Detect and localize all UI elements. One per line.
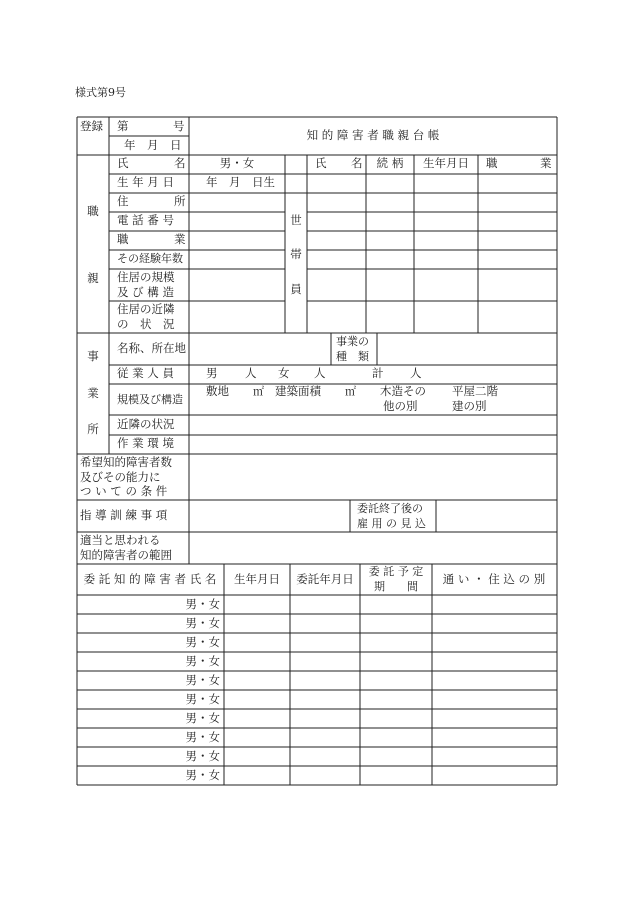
business-environment-label: 作 業 環 境 <box>117 436 174 450</box>
employer-name-label-first: 氏 <box>117 156 129 170</box>
registration-number-label-last: 号 <box>173 119 185 133</box>
household-char-2: 帯 <box>290 247 302 261</box>
entrusted-row-gender: 男・女 <box>185 730 220 744</box>
employer-dob-label: 生 年 月 日 <box>117 175 174 189</box>
business-employees-label: 従 業 人 員 <box>117 366 174 380</box>
employer-address-label-last: 所 <box>174 194 186 208</box>
entrusted-row-gender: 男・女 <box>185 616 220 630</box>
employer-phone-label: 電 話 番 号 <box>117 213 174 227</box>
employer-occupation-label-first: 職 <box>117 232 129 246</box>
employees-male-unit: 人 <box>245 366 257 380</box>
entrusted-header-dob: 生年月日 <box>234 572 280 586</box>
business-neighborhood-label: 近隣の状況 <box>117 417 175 431</box>
household-header-name-first: 氏 <box>315 156 327 170</box>
employees-total-unit: 人 <box>410 366 422 380</box>
business-name-address-label: 名称、所在地 <box>117 341 186 355</box>
employer-neighborhood-label-2: の 状 況 <box>117 317 175 331</box>
guidance-label: 指 導 訓 練 事 項 <box>80 508 168 522</box>
employer-gender: 男・女 <box>219 156 255 170</box>
employer-section-char-1: 職 <box>87 204 99 218</box>
employer-experience-label: その経験年数 <box>117 252 183 265</box>
conditions-label-2: 及びその能力に <box>80 470 161 484</box>
employer-section-char-2: 親 <box>87 271 99 285</box>
employer-housing-label-1: 住居の規模 <box>117 270 175 284</box>
business-type-label-2: 種 類 <box>336 350 369 363</box>
household-char-3: 員 <box>290 282 302 296</box>
bungalow-label-1: 平屋二階 <box>452 384 498 398</box>
household-header-occupation-last: 業 <box>540 156 552 170</box>
conditions-label-3: つ い て の 条 件 <box>80 484 168 498</box>
entrusted-header-date: 委託年月日 <box>296 572 354 586</box>
suitable-label-1: 適当と思われる <box>80 533 161 547</box>
registration-number-label-first: 第 <box>117 119 129 133</box>
entrusted-header-name: 委 託 知 的 障 害 者 氏 名 <box>83 572 217 586</box>
employer-occupation-label-last: 業 <box>174 232 186 246</box>
registration-label: 登録 <box>80 119 103 133</box>
wooden-label-1: 木造その <box>380 384 426 398</box>
entrusted-header-commute: 通 い ・ 住 込 の 別 <box>442 572 546 586</box>
wooden-label-2: 他の別 <box>383 399 418 413</box>
employer-name-label-last: 名 <box>174 156 186 170</box>
entrusted-row-gender: 男・女 <box>185 635 220 649</box>
employees-female-label: 女 <box>278 366 290 380</box>
entrusted-row-gender: 男・女 <box>185 692 220 706</box>
employer-housing-label-2: 及 び 構 造 <box>117 285 174 299</box>
entrusted-row-gender: 男・女 <box>185 749 220 763</box>
registration-date-label: 年 月 日 <box>124 138 182 152</box>
floor-area-unit: ㎡ <box>345 385 356 398</box>
business-section-char-1: 事 <box>87 349 99 363</box>
entrusted-row-gender: 男・女 <box>185 597 220 611</box>
employer-neighborhood-label-1: 住居の近隣 <box>117 302 175 316</box>
site-unit: ㎡ <box>253 385 264 398</box>
conditions-label-1: 希望知的障害者数 <box>80 455 172 469</box>
entrusted-row-gender: 男・女 <box>185 711 220 725</box>
household-char-1: 世 <box>290 213 302 227</box>
entrusted-row-gender: 男・女 <box>185 654 220 668</box>
employees-female-unit: 人 <box>314 366 326 380</box>
post-employment-label-1: 委託終了後の <box>357 502 423 515</box>
bungalow-label-2: 建の別 <box>452 399 487 413</box>
employees-total-label: 計 <box>372 366 384 380</box>
entrusted-row-gender: 男・女 <box>185 768 220 782</box>
post-employment-label-2: 雇 用 の 見 込 <box>357 517 426 530</box>
page-title: 知 的 障 害 者 職 親 台 帳 <box>306 128 440 142</box>
entrusted-header-period-2: 期 間 <box>374 580 418 593</box>
business-type-label-1: 事業の <box>336 335 369 348</box>
household-header-occupation-first: 職 <box>486 156 498 170</box>
entrusted-row-gender: 男・女 <box>185 673 220 687</box>
household-header-name-last: 名 <box>351 156 363 170</box>
employer-dob-value: 年 月 日生 <box>206 175 275 189</box>
household-header-dob: 生年月日 <box>423 156 469 170</box>
business-structure-label: 規模及び構造 <box>117 393 183 406</box>
suitable-label-2: 知的障害者の範囲 <box>80 548 172 562</box>
business-section-char-3: 所 <box>87 422 99 436</box>
entrusted-header-period-1: 委 託 予 定 <box>368 565 424 578</box>
household-header-relation: 続 柄 <box>376 156 404 170</box>
employer-address-label-first: 住 <box>117 194 129 208</box>
site-label: 敷地 <box>206 384 229 398</box>
form-number: 様式第9号 <box>75 86 126 99</box>
business-section-char-2: 業 <box>87 386 99 400</box>
floor-area-label: 建築面積 <box>275 384 321 398</box>
employees-male-label: 男 <box>206 366 218 380</box>
